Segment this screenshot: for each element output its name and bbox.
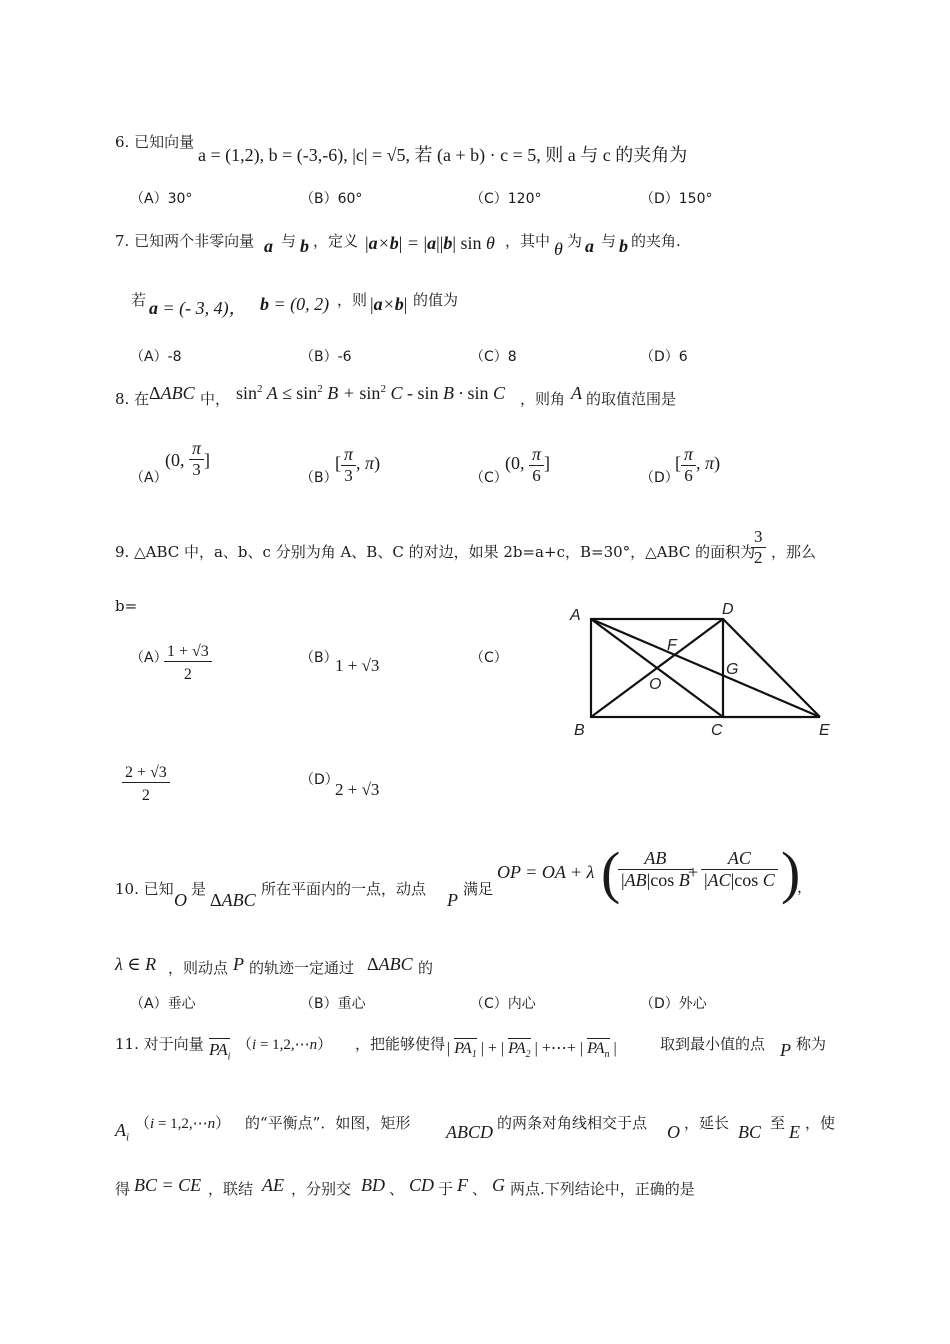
q7-text-5: 为	[567, 232, 583, 250]
q7-vec-b-2: b	[619, 236, 628, 256]
q10-point-p-2: P	[233, 954, 244, 974]
q11-segment-cd: CD	[409, 1175, 435, 1195]
point-o-label: O	[649, 676, 662, 693]
q8-triangle: ΔABC	[149, 383, 195, 403]
q8-option-c-prefix: （C）	[470, 470, 508, 486]
q9-option-b-prefix: （B）	[300, 650, 338, 666]
q8-text-4: 的取值范围是	[586, 390, 677, 408]
q7-text-4: ，其中	[505, 232, 551, 250]
q11-point-f: F	[457, 1175, 468, 1195]
q9-area-fraction: $\frac{3}{2}$	[751, 527, 766, 568]
q8-option-b-prefix: （B）	[300, 470, 338, 486]
q11-text-9: ，使	[805, 1114, 836, 1132]
q7-text-10: 的值为	[413, 291, 459, 309]
q7-vec-b: b	[300, 236, 309, 256]
q9-option-c-prefix: （C）	[470, 650, 508, 666]
q10-text-5: ，则动点	[168, 959, 229, 977]
q11-text-10: 得	[115, 1180, 131, 1198]
q11-text-8: 至	[770, 1114, 786, 1132]
q11-text-5: 的“平衡点”．如图，矩形	[245, 1114, 411, 1132]
q7-vector-a-value: a = (- 3, 4)，	[149, 298, 247, 318]
q8-text-2: 中，	[200, 390, 231, 408]
q11-index-range: （i = 1,2,⋯n）	[237, 1037, 333, 1053]
q8-text-3: ，则角	[520, 390, 566, 408]
q7-vec-a: a	[264, 236, 273, 256]
q11-text-12: ，分别交	[291, 1180, 352, 1198]
q7-theta: θ	[554, 239, 563, 259]
q6-option-d: （D）150°	[640, 191, 713, 207]
q9-option-d-value: 2 + √3	[335, 780, 380, 799]
q11-text-2: ，把能够使得	[355, 1035, 446, 1053]
q9-line-2: b=	[115, 597, 138, 615]
q6-option-a: （A）30°	[130, 191, 193, 207]
q11-vector-pa-i: $PA_i$	[209, 1040, 231, 1063]
q6-label: 6. 已知向量	[115, 133, 195, 151]
q9-text-end: ，那么	[771, 543, 817, 561]
q8-text-1: 8. 在	[115, 390, 150, 408]
q9-option-c-value: $\frac{2 + √3}{2}$	[122, 764, 170, 805]
q7-cross-product: |a×b|	[370, 294, 408, 314]
q7-definition: |a×b| = |a||b| sin θ	[365, 233, 495, 253]
q7-text-7: 的夹角.	[631, 232, 681, 250]
point-d-label: D	[722, 601, 734, 618]
q7-text-3: ，定义	[313, 232, 359, 250]
q11-point-g: G	[492, 1175, 505, 1195]
q9-text: 9. △ABC 中，a、b、c 分别为角 A、B、C 的对边，如果 2b=a+c，B=30°，△ABC 的面积为	[115, 543, 756, 561]
q11-equation: BC = CE	[134, 1175, 202, 1195]
q10-option-a: （A）垂心	[130, 996, 196, 1012]
q10-triangle: ΔABC	[210, 890, 256, 910]
q9-option-b-value: 1 + √3	[335, 656, 380, 675]
q10-text-7: 的	[418, 959, 434, 977]
q11-text-13: 、	[389, 1180, 405, 1198]
q11-rectangle: ABCD	[446, 1122, 493, 1142]
point-g-label: G	[726, 661, 739, 678]
q8-option-b-value: [ $\frac{\pi}{3}$ , π)	[335, 444, 381, 485]
q11-segment-bd: BD	[361, 1175, 385, 1195]
rectangle-figure	[560, 598, 850, 748]
q7-vector-b-value: b = (0, 2)	[260, 294, 330, 314]
q11-point-a-i: $A_i$	[115, 1120, 130, 1144]
q7-option-b: （B）-6	[300, 349, 352, 365]
q10-point-o: O	[174, 890, 187, 910]
q10-text-4: 满足	[463, 880, 494, 898]
q11-point-p: P	[780, 1040, 791, 1060]
q11-segment-bc: BC	[738, 1122, 762, 1142]
q7-option-c: （C）8	[470, 349, 517, 365]
q10-text-2: 是	[191, 880, 207, 898]
q10-option-b: （B）重心	[300, 996, 366, 1012]
q6-expression: a = (1,2), b = (-3,-6), |c| = √5, 若 (a + b) · c = 5, 则 a 与 c 的夹角为	[198, 145, 688, 165]
q11-text-11: ，联结	[208, 1180, 254, 1198]
q9-option-d-prefix: （D）	[300, 772, 339, 788]
q7-text-1: 7. 已知两个非零向量	[115, 232, 255, 250]
q9-option-a-value: $\frac{1 + √3}{2}$	[164, 643, 212, 684]
q9-option-a-prefix: （A）	[130, 650, 168, 666]
point-a-label: A	[570, 607, 581, 624]
q7-text-2: 与	[281, 232, 297, 250]
q11-text-7: ，延长	[684, 1114, 730, 1132]
q11-text-15: 、	[472, 1180, 488, 1198]
q8-angle-a: A	[571, 383, 582, 403]
q10-option-c: （C）内心	[470, 996, 536, 1012]
q11-point-o: O	[667, 1122, 680, 1142]
q10-lambda: λ ∈ R	[115, 954, 157, 974]
q10-text-3: 所在平面内的一点，动点	[261, 880, 427, 898]
q8-option-a-prefix: （A）	[130, 470, 168, 486]
q11-text-6: 的两条对角线相交于点	[497, 1114, 648, 1132]
q10-option-d: （D）外心	[640, 996, 707, 1012]
point-e-label: E	[819, 722, 830, 739]
q11-text-1: 11. 对于向量	[115, 1035, 204, 1053]
q7-text-6: 与	[601, 232, 617, 250]
q7-vec-a-2: a	[585, 236, 594, 256]
q7-option-d: （D）6	[640, 349, 688, 365]
q8-option-a-value: (0, $\frac{\pi}{3}$ ]	[165, 438, 211, 479]
q8-option-d-prefix: （D）	[640, 470, 679, 486]
q11-text-14: 于	[438, 1180, 454, 1198]
q11-text-4: 称为	[796, 1035, 827, 1053]
q8-inequality: $\sin^2 A \le \sin^2 B + \sin^2 C - \sin B \cdot \sin C$	[236, 383, 505, 403]
q8-option-c-value: (0, $\frac{\pi}{6}$ ]	[505, 444, 551, 485]
q10-text-6: 的轨迹一定通过	[249, 959, 355, 977]
q11-point-e: E	[789, 1122, 800, 1142]
q10-point-p: P	[447, 890, 458, 910]
q10-text-1: 10. 已知	[115, 880, 174, 898]
q11-text-16: 两点.下列结论中，正确的是	[510, 1180, 695, 1198]
q11-index-range-2: （i = 1,2,⋯n）	[135, 1116, 231, 1132]
q7-text-8: 若	[131, 291, 147, 309]
q11-text-3: 取到最小值的点	[660, 1035, 766, 1053]
q11-segment-ae: AE	[262, 1175, 284, 1195]
q6-option-b: （B）60°	[300, 191, 363, 207]
q8-option-d-value: [ $\frac{\pi}{6}$ , π)	[675, 444, 721, 485]
q10-triangle-2: ΔABC	[367, 954, 413, 974]
q7-text-9: ，则	[337, 291, 368, 309]
point-c-label: C	[711, 722, 723, 739]
q6-option-c: （C）120°	[470, 191, 542, 207]
point-b-label: B	[574, 722, 585, 739]
point-f-label: F	[667, 637, 677, 654]
q11-vector-sum: | $PA_1$ | + | $PA_2$ | +⋯+ | $PA_n$ |	[447, 1040, 617, 1061]
q7-option-a: （A）-8	[130, 349, 182, 365]
